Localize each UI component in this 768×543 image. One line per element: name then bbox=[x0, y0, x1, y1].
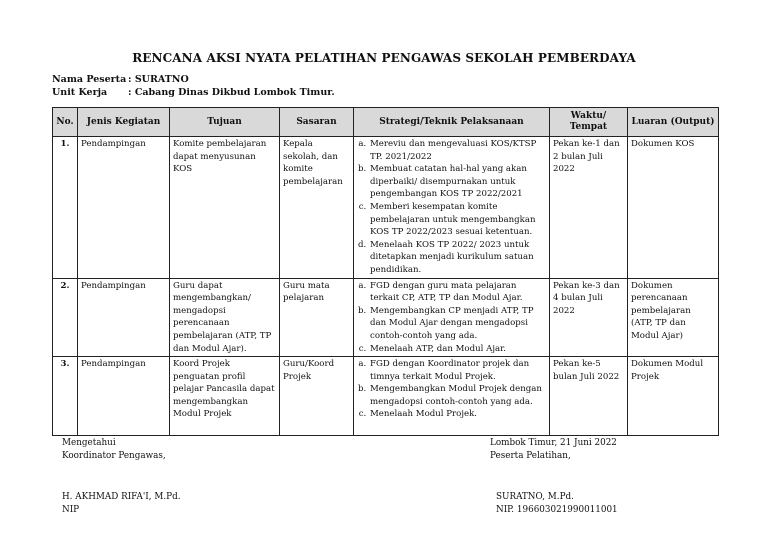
header-waktu: Waktu/ Tempat bbox=[550, 108, 628, 137]
row-waktu: Pekan ke-5 bulan Juli 2022 bbox=[550, 357, 628, 436]
unit-label: Unit Kerja bbox=[52, 87, 108, 98]
header-sasaran: Sasaran bbox=[280, 108, 354, 137]
row-strategi bbox=[354, 137, 550, 279]
approval-role: Koordinator Pengawas, bbox=[62, 451, 166, 461]
row-strategi bbox=[354, 278, 550, 357]
row-sasaran: Guru/Koord Projek bbox=[280, 357, 354, 436]
participant-label: Nama Peserta bbox=[52, 74, 127, 85]
row-tujuan: Komite pembelajaran dapat menyusunan KOS bbox=[170, 137, 280, 279]
row-sasaran: Guru mata pelajaran bbox=[280, 278, 354, 357]
header-no: No. bbox=[53, 108, 78, 137]
row-waktu: Pekan ke-1 dan 2 bulan Juli 2022 bbox=[550, 137, 628, 279]
strategy-item: b. Mengembangkan Modul Projek dengan mengadopsi contoh-contoh yang ada. bbox=[369, 383, 546, 408]
document-title: RENCANA AKSI NYATA PELATIHAN PENGAWAS SEKOLAH PEMBERDAYA bbox=[132, 51, 636, 65]
place-date: Lombok Timur, 21 Juni 2022 bbox=[490, 438, 617, 448]
participant-line bbox=[52, 74, 189, 85]
header-jenis-kegiatan: Jenis Kegiatan bbox=[78, 108, 170, 137]
action-plan-table bbox=[52, 107, 719, 436]
table-row bbox=[53, 137, 719, 279]
row-jenis: Pendampingan bbox=[78, 137, 170, 279]
header-luaran: Luaran (Output) bbox=[628, 108, 719, 137]
row-no: 1. bbox=[53, 137, 78, 279]
strategy-item: c. Memberi kesempatan komite pembelajaran untuk mengembangkan KOS TP 2022/2023 sesuai ketentuan. bbox=[369, 201, 546, 239]
row-luaran: Dokumen perencanaan pembelajaran (ATP, TP dan Modul Ajar) bbox=[628, 278, 719, 357]
strategy-item: a. FGD dengan Koordinator projek dan timnya terkait Modul Projek. bbox=[369, 358, 546, 383]
participant-nip: NIP. 196603021990011001 bbox=[496, 505, 618, 515]
approval-block bbox=[62, 437, 166, 463]
strategy-item: c. Menelaah Modul Projek. bbox=[369, 408, 546, 421]
approval-heading: Mengetahui bbox=[62, 438, 116, 448]
coordinator-name: H. AKHMAD RIFA'I, M.Pd. bbox=[62, 492, 181, 502]
participant-sign-block bbox=[490, 437, 617, 463]
row-jenis: Pendampingan bbox=[78, 278, 170, 357]
unit-line bbox=[52, 87, 335, 98]
row-no: 2. bbox=[53, 278, 78, 357]
strategy-list bbox=[357, 138, 546, 277]
coordinator-signature bbox=[62, 491, 181, 517]
row-tujuan: Koord Projek penguatan profil pelajar Pancasila dapat mengembangkan Modul Projek bbox=[170, 357, 280, 436]
participant-signature bbox=[496, 491, 618, 517]
participant-value: : SURATNO bbox=[128, 74, 189, 85]
strategy-item: b. Mengembangkan CP menjadi ATP, TP dan Modul Ajar dengan mengadopsi contoh-contoh yang ada. bbox=[369, 305, 546, 343]
row-sasaran: Kepala sekolah, dan komite pembelajaran bbox=[280, 137, 354, 279]
strategy-item: c. Menelaah ATP, dan Modul Ajar. bbox=[369, 343, 546, 356]
unit-value: : Cabang Dinas Dikbud Lombok Timur. bbox=[128, 87, 335, 98]
coordinator-nip: NIP bbox=[62, 505, 80, 515]
row-no: 3. bbox=[53, 357, 78, 436]
table-row bbox=[53, 357, 719, 436]
table-header-row bbox=[53, 108, 719, 137]
row-strategi bbox=[354, 357, 550, 436]
table-row bbox=[53, 278, 719, 357]
participant-role: Peserta Pelatihan, bbox=[490, 451, 571, 461]
row-luaran: Dokumen KOS bbox=[628, 137, 719, 279]
strategy-list bbox=[357, 280, 546, 356]
strategy-item: b. Membuat catatan hal-hal yang akan diperbaiki/ disempurnakan untuk pengembangan KOS TP 2022/2021 bbox=[369, 163, 546, 201]
row-jenis: Pendampingan bbox=[78, 357, 170, 436]
row-luaran: Dokumen Modul Projek bbox=[628, 357, 719, 436]
strategy-item: a. Mereviu dan mengevaluasi KOS/KTSP TP. 2021/2022 bbox=[369, 138, 546, 163]
participant-name: SURATNO, M.Pd. bbox=[496, 492, 574, 502]
header-tujuan: Tujuan bbox=[170, 108, 280, 137]
row-tujuan: Guru dapat mengembangkan/ mengadopsi perencanaan pembelajaran (ATP, TP dan Modul Ajar). bbox=[170, 278, 280, 357]
strategy-item: a. FGD dengan guru mata pelajaran terkait CP, ATP, TP dan Modul Ajar. bbox=[369, 280, 546, 305]
header-strategi: Strategi/Teknik Pelaksanaan bbox=[354, 108, 550, 137]
row-waktu: Pekan ke-3 dan 4 bulan Juli 2022 bbox=[550, 278, 628, 357]
strategy-item: d. Menelaah KOS TP 2022/ 2023 untuk ditetapkan menjadi kurikulum satuan pendidikan. bbox=[369, 239, 546, 277]
strategy-list bbox=[357, 358, 546, 421]
